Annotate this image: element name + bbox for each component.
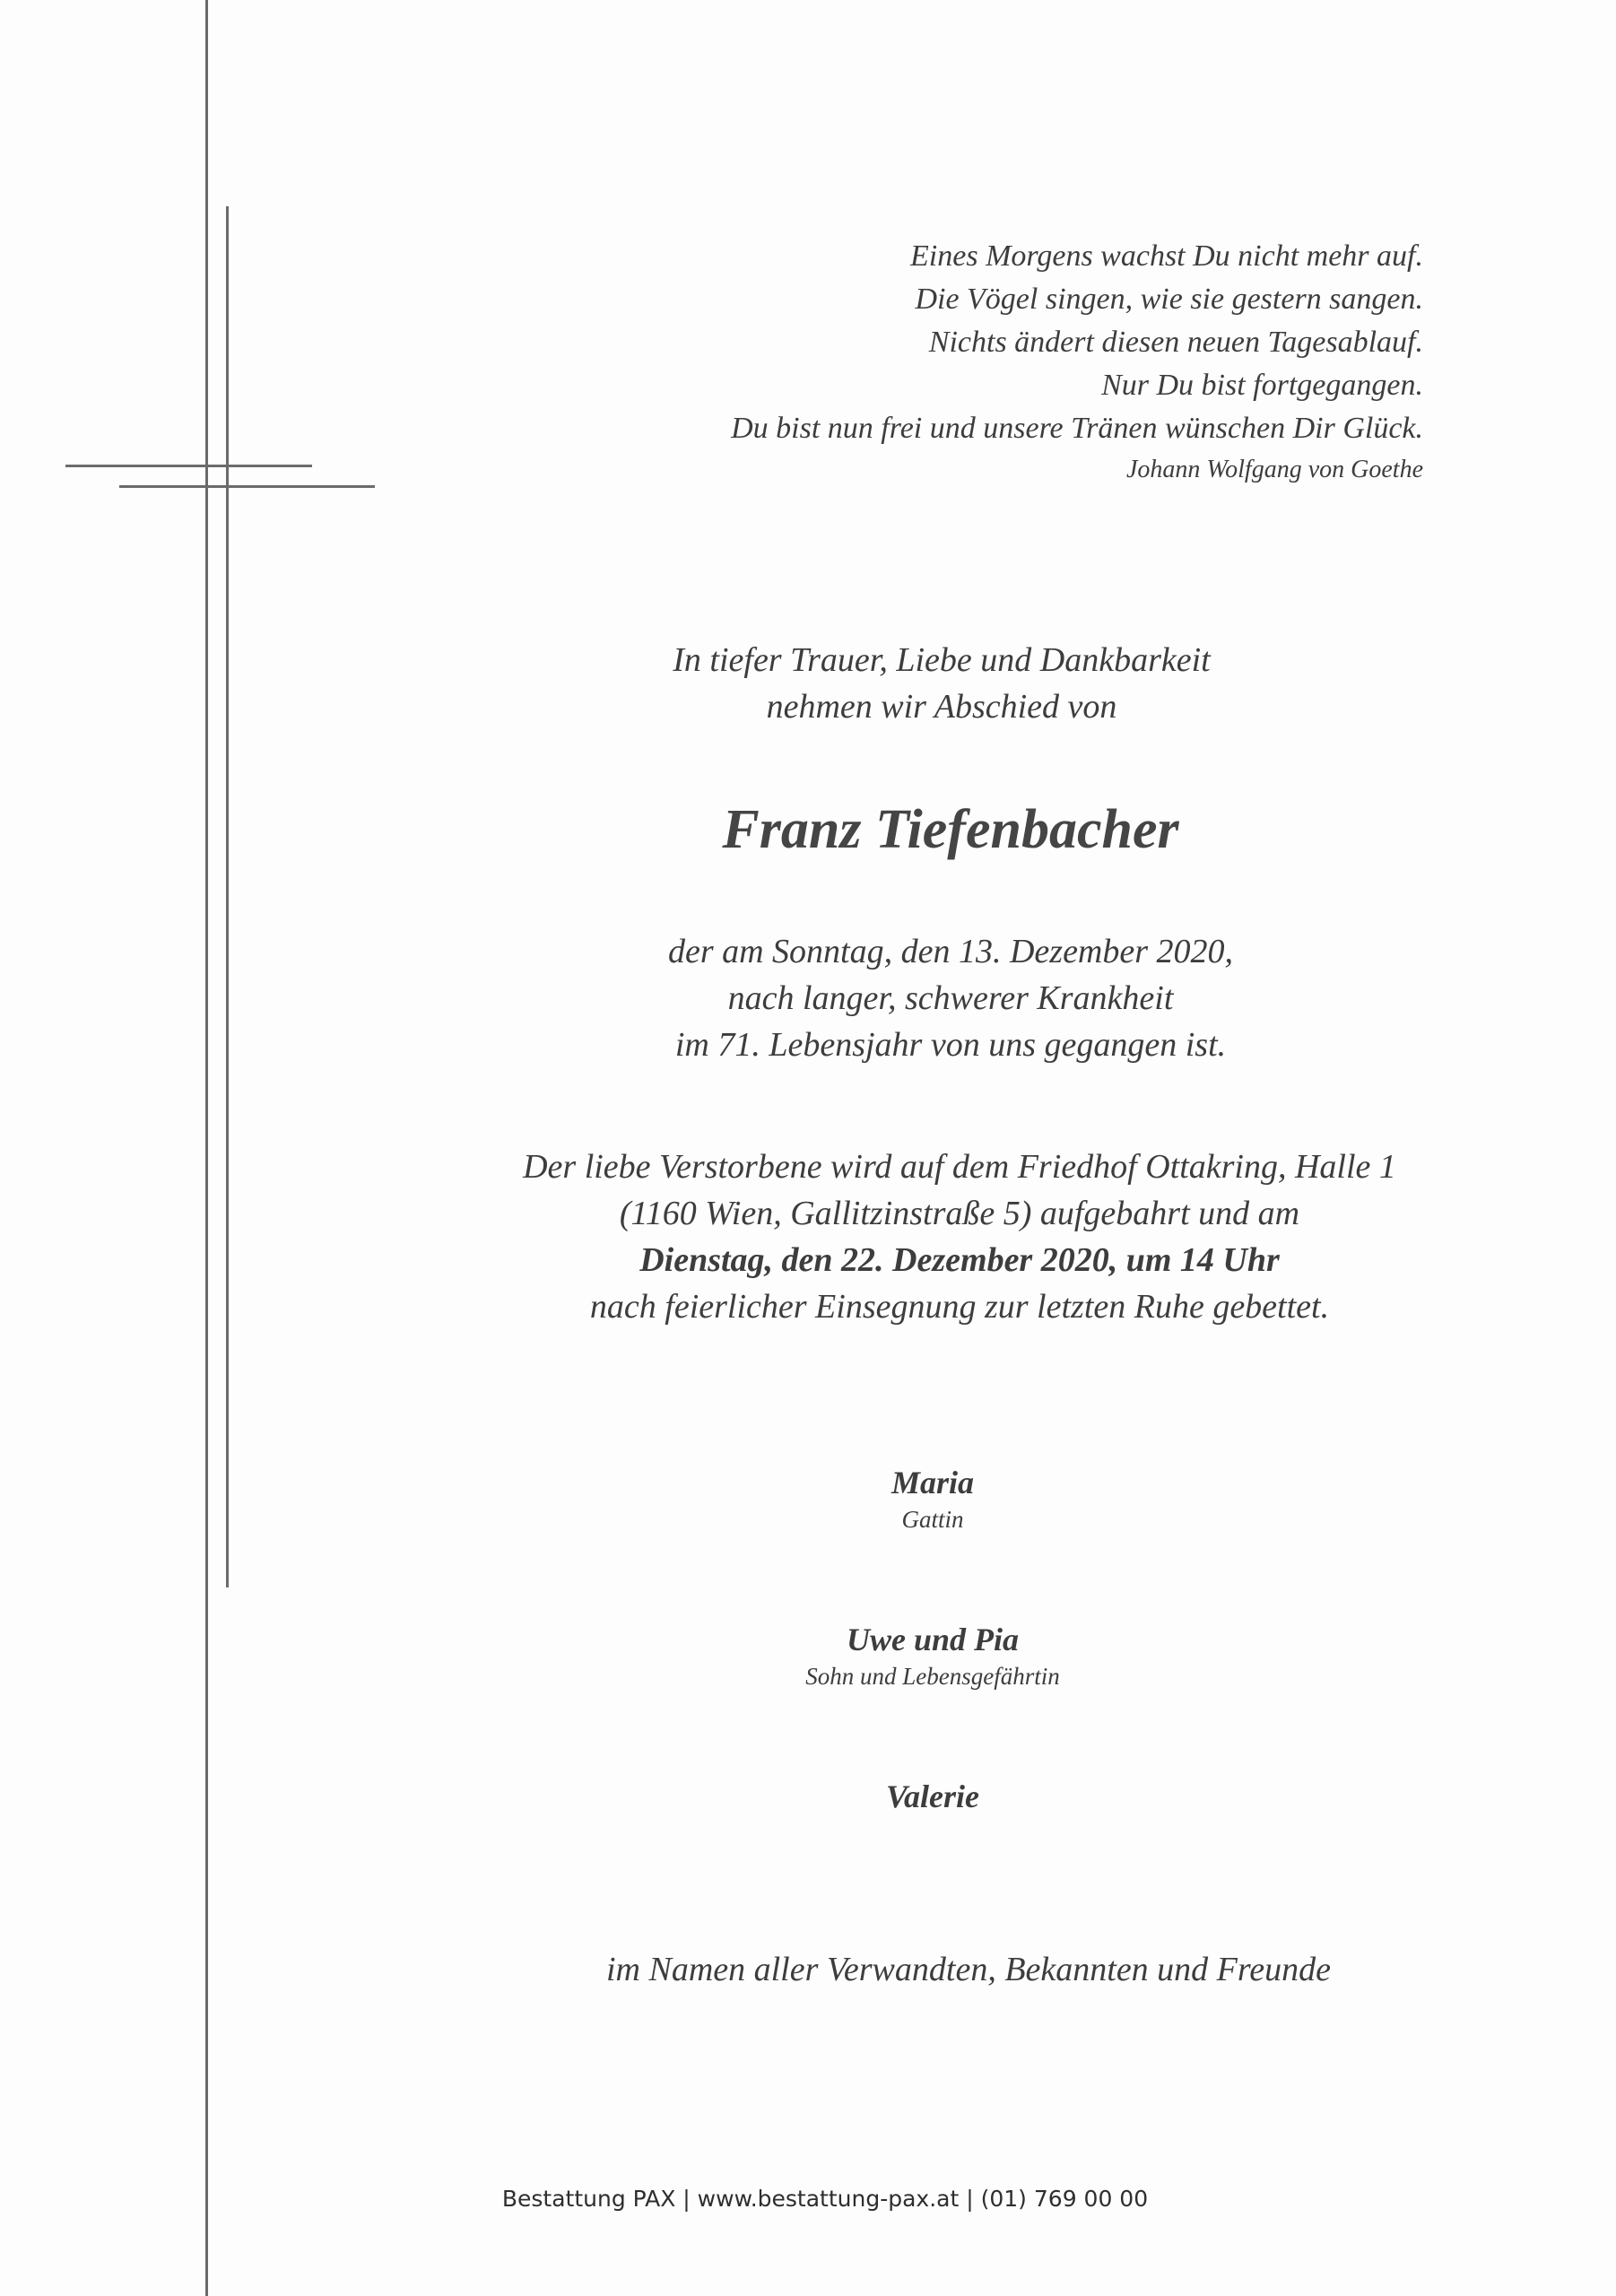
- mourner-name: Valerie: [886, 1779, 979, 1814]
- mourner-relation: Gattin: [901, 1506, 964, 1533]
- intro-line: In tiefer Trauer, Liebe und Dankbarkeit: [673, 641, 1211, 679]
- intro-line: nehmen wir Abschied von: [766, 688, 1117, 726]
- funeral-address: (1160 Wien, Gallitzinstraße 5) aufgebahrt und am: [619, 1195, 1300, 1232]
- funeral-home-footer: Bestattung PAX | www.bestattung-pax.at | (01) 769 00 00: [501, 2186, 1149, 2212]
- closing-line: im Namen aller Verwandten, Bekannten und Freunde: [605, 1951, 1332, 1988]
- poem-author: Johann Wolfgang von Goethe: [1125, 456, 1423, 483]
- cross-outer-vertical-line: [205, 0, 208, 2296]
- cross-lower-horizontal-line: [119, 485, 375, 488]
- mourner-name: Maria: [891, 1465, 975, 1500]
- intro-text: [538, 637, 1345, 730]
- funeral-details: [359, 1144, 1560, 1330]
- poem-line: Du bist nun frei und unsere Tränen wünschen Dir Glück.: [731, 412, 1423, 445]
- mourner-entry: [717, 1776, 1148, 1817]
- poem-line: Nichts ändert diesen neuen Tagesablauf.: [928, 326, 1423, 359]
- death-notice: [466, 928, 1435, 1068]
- deceased-name: Franz Tiefenbacher: [722, 799, 1179, 860]
- funeral-date-time: Dienstag, den 22. Dezember 2020, um 14 Uhr: [639, 1241, 1280, 1279]
- mourner-name: Uwe und Pia: [846, 1622, 1020, 1657]
- poem-line: Nur Du bist fortgegangen.: [1101, 369, 1423, 402]
- mourner-relation: Sohn und Lebensgefährtin: [805, 1663, 1060, 1690]
- cross-upper-horizontal-line: [65, 465, 312, 467]
- mourner-entry: [717, 1462, 1148, 1535]
- poem-line: Eines Morgens wachst Du nicht mehr auf.: [910, 239, 1423, 273]
- poem-quote: [526, 235, 1423, 490]
- death-notice-line: der am Sonntag, den 13. Dezember 2020,: [667, 933, 1234, 970]
- mourner-entry: [717, 1619, 1148, 1692]
- poem-line: Die Vögel singen, wie sie gestern sangen.: [915, 283, 1423, 316]
- funeral-location: Der liebe Verstorbene wird auf dem Friedhof Ottakring, Halle 1: [523, 1148, 1396, 1186]
- cross-inner-vertical-line: [226, 206, 229, 1587]
- death-notice-line: nach langer, schwerer Krankheit: [727, 979, 1174, 1017]
- death-notice-line: im 71. Lebensjahr von uns gegangen ist.: [674, 1026, 1227, 1064]
- funeral-ceremony: nach feierlicher Einsegnung zur letzten Ruhe gebettet.: [589, 1288, 1330, 1326]
